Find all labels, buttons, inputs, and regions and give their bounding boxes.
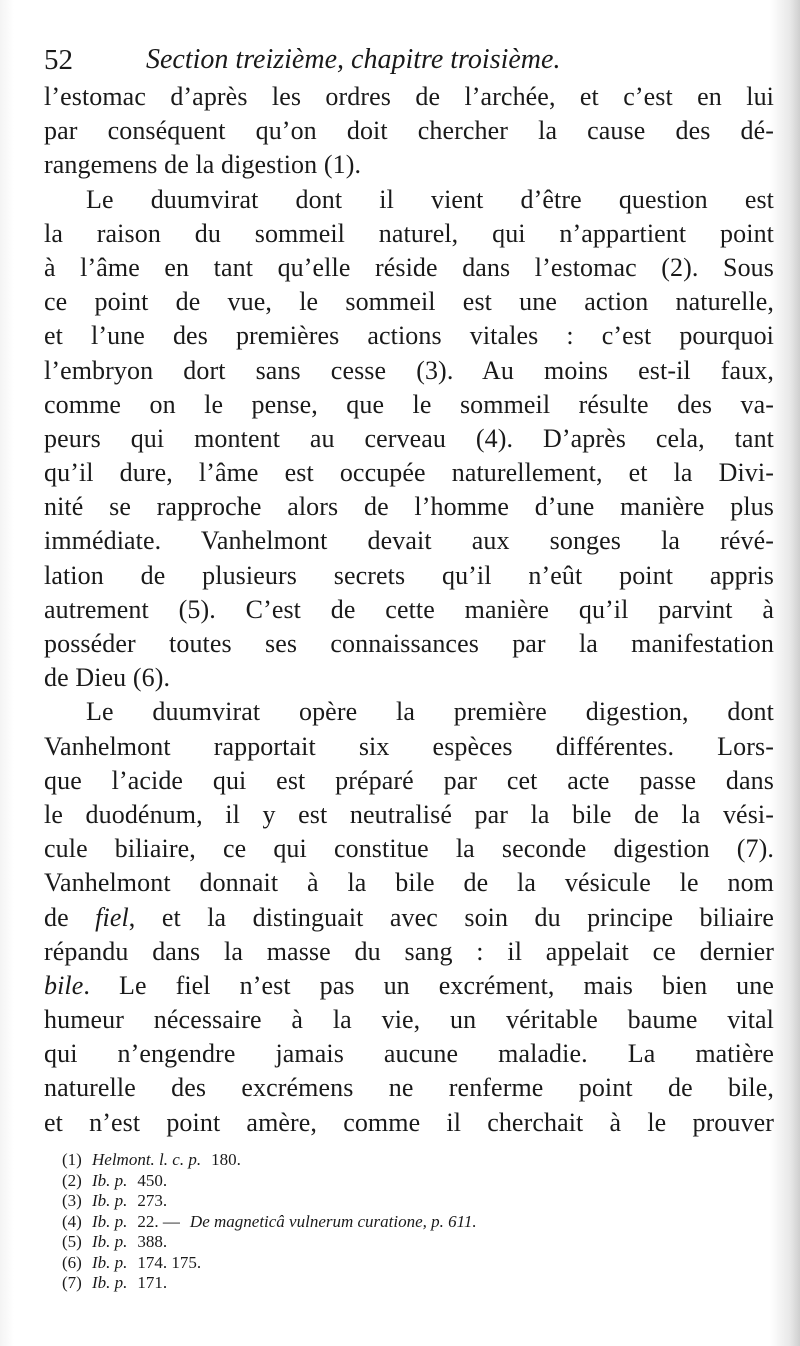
text-line: posséder toutes ses connaissances par la manifestation — [44, 629, 774, 658]
text-line: qui n’engendre jamais aucune maladie. La matière — [44, 1039, 774, 1069]
text-line: lation de plusieurs secrets qu’il n’eût point appris — [44, 560, 774, 590]
text-line: la raison du sommeil naturel, qui n’appartient point — [44, 218, 774, 248]
footnote-mark: (6) — [62, 1252, 82, 1272]
footnote-page: 22. — — [137, 1211, 180, 1231]
footnote-mark: (4) — [62, 1211, 82, 1231]
footnote-page: 174. 175. — [137, 1252, 202, 1272]
emphasis-term: bile — [44, 970, 84, 1000]
emphasis-term: fiel — [95, 902, 129, 932]
footnote-mark: (5) — [62, 1232, 82, 1251]
footnote — [62, 1171, 722, 1192]
footnote-reference: Ib. p. — [92, 1252, 128, 1272]
footnotes — [62, 1150, 722, 1294]
page-header — [44, 38, 784, 82]
text-line: comme on le pense, que le sommeil résulte des va- — [44, 389, 774, 419]
footnote-extra: De magneticâ vulnerum curatione, p. 611. — [189, 1211, 477, 1231]
body-text — [44, 80, 774, 1140]
footnote-page: 180. — [211, 1150, 241, 1169]
text-line: qu’il dure, l’âme est occupée naturellement, et la Divi- — [44, 458, 774, 488]
text-line: l’estomac d’après les ordres de l’archée, et c’est en lui — [44, 82, 774, 111]
footnote-reference: Ib. p. — [92, 1211, 128, 1231]
footnote-mark: (2) — [62, 1170, 82, 1190]
text-line: Vanhelmont rapportait six espèces différentes. Lors- — [44, 731, 774, 761]
text-segment: . Le fiel n’est pas un excrément, mais bien une — [83, 970, 774, 1000]
text-segment: , et la distinguait avec soin du principe biliaire — [128, 902, 774, 932]
text-line: immédiate. Vanhelmont devait aux songes la révé- — [44, 526, 774, 556]
text-line: ce point de vue, le sommeil est une action naturelle, — [44, 287, 774, 317]
text-line: à l’âme en tant qu’elle réside dans l’estomac (2). Sous — [44, 252, 774, 282]
text-line: Le duumvirat dont il vient d’être question est — [86, 184, 774, 214]
footnote — [62, 1232, 722, 1253]
footnote-mark: (7) — [62, 1273, 82, 1292]
footnote-page: 450. — [137, 1170, 168, 1190]
text-line — [44, 901, 774, 935]
running-title: Section treizième, chapitre troisième. — [146, 44, 561, 75]
footnote — [62, 1191, 722, 1212]
text-line: cule biliaire, ce qui constitue la seconde digestion (7). — [44, 834, 774, 864]
footnote-reference: Helmont. l. c. p. — [92, 1150, 202, 1169]
page-number: 52 — [44, 44, 73, 76]
footnote-mark: (1) — [62, 1150, 82, 1169]
footnote-page: 273. — [137, 1191, 168, 1210]
footnote-reference: Ib. p. — [92, 1191, 128, 1210]
footnote — [62, 1273, 722, 1294]
text-line: et l’une des premières actions vitales : c’est pourquoi — [44, 321, 774, 351]
footnote — [62, 1212, 722, 1233]
text-line: peurs qui montent au cerveau (4). D’après cela, tant — [44, 423, 774, 453]
footnote-page: 388. — [137, 1232, 168, 1251]
footnote — [62, 1253, 722, 1274]
footnote-reference: Ib. p. — [92, 1273, 128, 1292]
footnote-reference: Ib. p. — [92, 1232, 128, 1251]
text-line: rangemens de la digestion (1). — [44, 150, 362, 180]
text-line: répandu dans la masse du sang : il appelait ce dernier — [44, 936, 774, 966]
text-line: autrement (5). C’est de cette manière qu’il parvint à — [44, 594, 774, 624]
text-line: humeur nécessaire à la vie, un véritable baume vital — [44, 1005, 774, 1035]
footnote-reference: Ib. p. — [92, 1170, 128, 1190]
text-line: nité se rapproche alors de l’homme d’une manière plus — [44, 492, 774, 522]
footnote-page: 171. — [137, 1273, 168, 1292]
text-line: l’embryon dort sans cesse (3). Au moins est-il faux, — [44, 355, 774, 385]
text-line: le duodénum, il y est neutralisé par la bile de la vési- — [44, 799, 774, 829]
text-line: Vanhelmont donnait à la bile de la vésicule le nom — [44, 868, 774, 898]
text-segment: de — [44, 902, 96, 932]
text-line: par conséquent qu’on doit chercher la cause des dé- — [44, 116, 774, 146]
text-line: et n’est point amère, comme il cherchait à le prouver — [44, 1107, 774, 1137]
text-line: Le duumvirat opère la première digestion, dont — [86, 697, 774, 727]
footnote — [62, 1150, 722, 1171]
text-line: de Dieu (6). — [44, 663, 171, 693]
text-line — [44, 969, 774, 1003]
footnote-mark: (3) — [62, 1191, 82, 1210]
text-line: que l’acide qui est préparé par cet acte passe dans — [44, 765, 774, 795]
text-line: naturelle des excrémens ne renferme point de bile, — [44, 1073, 774, 1103]
